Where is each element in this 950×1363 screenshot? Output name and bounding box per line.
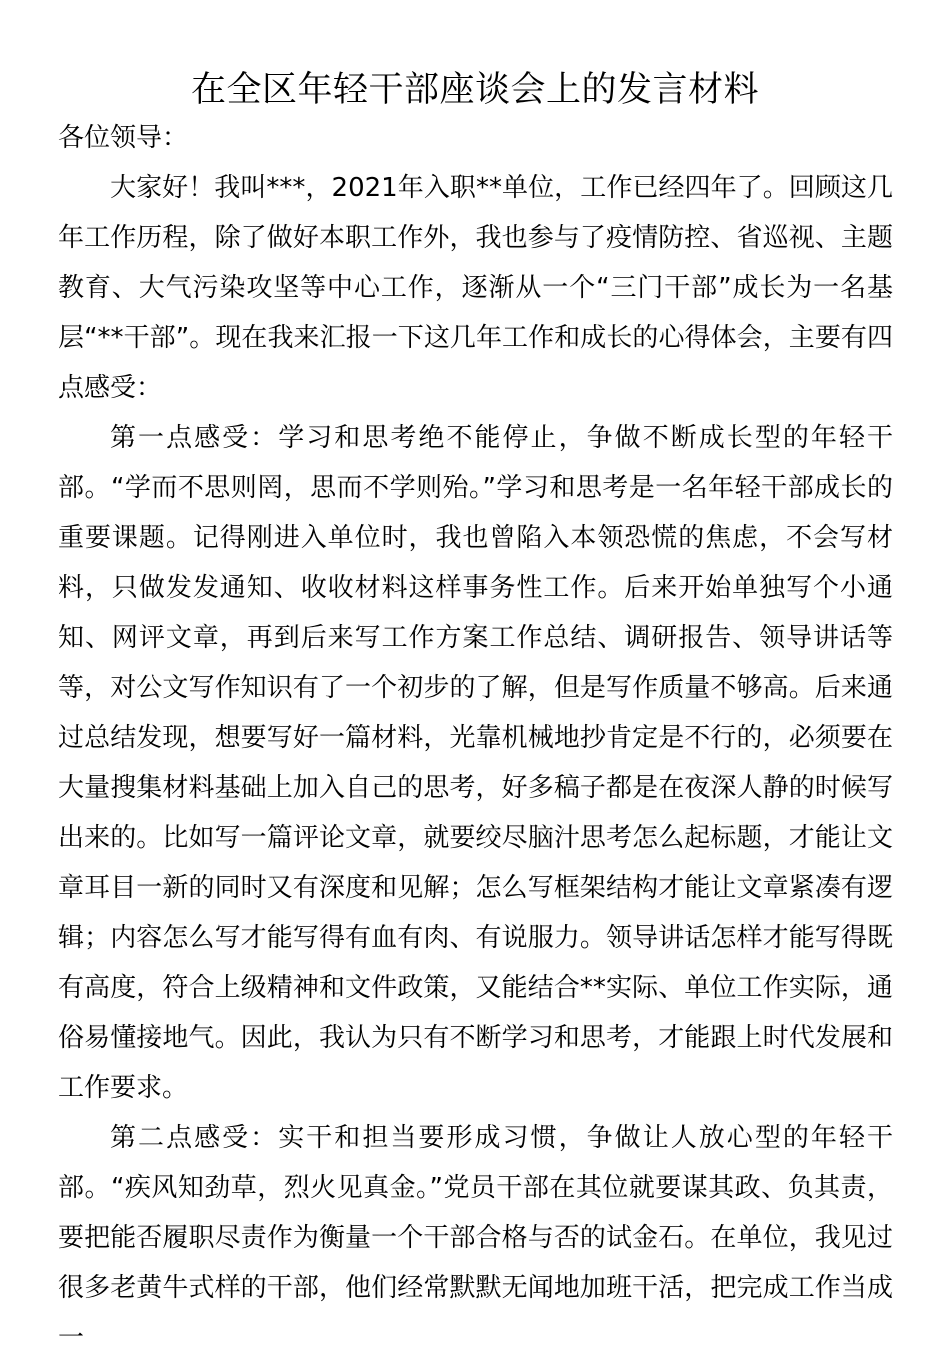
paragraph-intro: 大家好！我叫***，2021年入职**单位，工作已经四年了。回顾这几年工作历程，除了做好本职工作外，我也参与了疫情防控、省巡视、主题教育、大气污染攻坚等中心工作，逐渐从一个“三门干部”成长为一名基层“**干部”。现在我来汇报一下这几年工作和成长的心得体会，主要有四点感受： [58,173,893,403]
document-body [58,113,893,1363]
salutation: 各位领导： [58,123,189,153]
document-title: 在全区年轻干部座谈会上的发言材料 [190,70,759,110]
paragraph-first-feeling: 第一点感受：学习和思考绝不能停止，争做不断成长型的年轻干部。“学而不思则罔，思而不学则殆。”学习和思考是一名年轻干部成长的重要课题。记得刚进入单位时，我也曾陷入本领恐慌的焦虑，不会写材料，只做发发通知、收收材料这样事务性工作。后来开始单独写个小通知、网评文章，再到后来写工作方案工作总结、调研报告、领导讲话等等，对公文写作知识有了一个初步的了解，但是写作质量不够高。后来通过总结发现，想要写好一篇材料，光靠机械地抄肯定是不行的，必须要在大量搜集材料基础上加入自己的思考，好多稿子都是在夜深人静的时候写出来的。比如写一篇评论文章，就要绞尽脑汁思考怎么起标题，才能让文章耳目一新的同时又有深度和见解；怎么写框架结构才能让文章紧凑有逻辑；内容怎么写才能写得有血有肉、有说服力。领导讲话怎样才能写得既有高度，符合上级精神和文件政策，又能结合**实际、单位工作实际，通俗易懂接地气。因此，我认为只有不断学习和思考，才能跟上时代发展和工作要求。 [58,423,893,1103]
paragraph-second-feeling: 第二点感受：实干和担当要形成习惯，争做让人放心型的年轻干部。“疾风知劲草，烈火见真金。”党员干部在其位就要谋其政、负其责，要把能否履职尽责作为衡量一个干部合格与否的试金石。在单位，我见过很多老黄牛式样的干部，他们经常默默无闻地加班干活，把完成工作当成一 [58,1123,893,1353]
